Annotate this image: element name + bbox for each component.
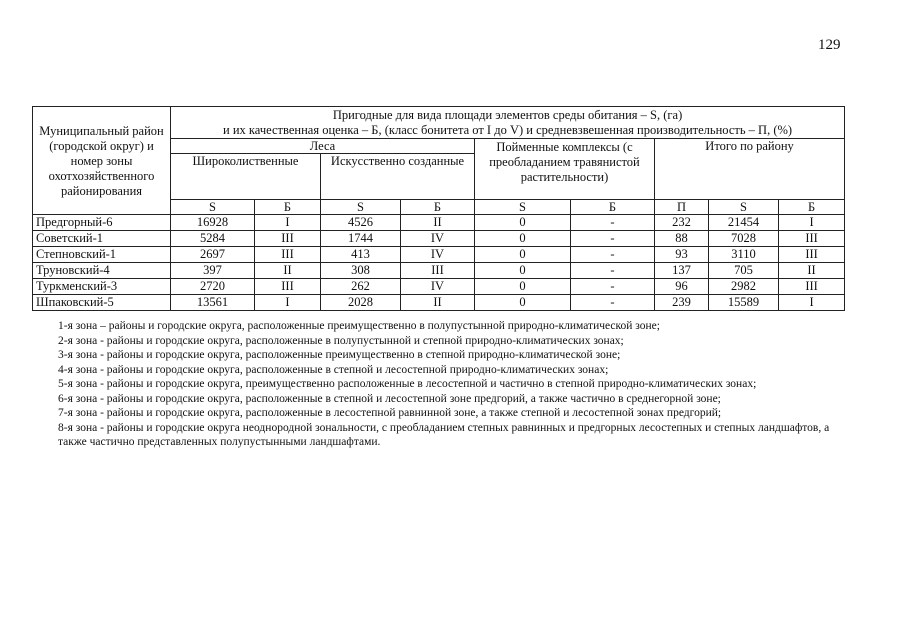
table-cell: 21454 (709, 215, 779, 231)
column-label: Б (401, 200, 475, 215)
table-cell: 2697 (171, 247, 255, 263)
table-cell: 0 (475, 215, 571, 231)
table-cell: IV (401, 279, 475, 295)
table-row (33, 263, 845, 279)
table-cell: 137 (655, 263, 709, 279)
table-cell: 4526 (321, 215, 401, 231)
table-cell: 308 (321, 263, 401, 279)
table-cell: 413 (321, 247, 401, 263)
table-cell: 1744 (321, 231, 401, 247)
main-header-line-2: и их качественная оценка – Б, (класс бонитета от I до V) и средневзвешенная производительность – П, (%) (223, 123, 793, 137)
table-cell: 2720 (171, 279, 255, 295)
table-cell: III (401, 263, 475, 279)
zone-note: 2-я зона - районы и городские округа, расположенные в полупустынной и степной природно-климатических зонах; (58, 334, 624, 347)
table-cell: - (571, 247, 655, 263)
table-cell: II (779, 263, 845, 279)
header-row-1 (33, 107, 845, 139)
table-cell: III (255, 231, 321, 247)
table-cell: - (571, 295, 655, 311)
table-cell: 239 (655, 295, 709, 311)
table-cell: - (571, 263, 655, 279)
table-cell: 7028 (709, 231, 779, 247)
table-cell: - (571, 231, 655, 247)
district-name: Труновский-4 (33, 263, 171, 279)
table-cell: III (779, 279, 845, 295)
table-row (33, 247, 845, 263)
table-cell: I (255, 295, 321, 311)
table-cell: - (571, 215, 655, 231)
column-label: S (321, 200, 401, 215)
table-cell: 2028 (321, 295, 401, 311)
table-cell: III (255, 247, 321, 263)
column-label: Б (571, 200, 655, 215)
district-name: Степновский-1 (33, 247, 171, 263)
main-header (171, 107, 845, 139)
district-name: Предгорный-6 (33, 215, 171, 231)
table-cell: 96 (655, 279, 709, 295)
district-name: Шпаковский-5 (33, 295, 171, 311)
table-cell: 16928 (171, 215, 255, 231)
table-cell: II (255, 263, 321, 279)
table-cell: 0 (475, 247, 571, 263)
table-cell: III (779, 231, 845, 247)
column-label: S (709, 200, 779, 215)
column-label: S (171, 200, 255, 215)
table-row (33, 279, 845, 295)
zone-note: 5-я зона - районы и городские округа, преимущественно расположенные в лесостепной и частично в степной природно-климатических зонах; (58, 378, 757, 390)
table-cell: I (779, 295, 845, 311)
table-cell: 88 (655, 231, 709, 247)
table-cell: 0 (475, 279, 571, 295)
zone-note: 1-я зона – районы и городские округа, расположенные преимущественно в полупустынной природно-климатической зоне; (58, 320, 660, 332)
zone-note: 3-я зона - районы и городские округа, расположенные преимущественно в степной природно-климатической зоне; (58, 349, 621, 361)
table-cell: 15589 (709, 295, 779, 311)
table-cell: III (779, 247, 845, 263)
table-cell: IV (401, 247, 475, 263)
table-body (33, 215, 845, 311)
zone-note: 8-я зона - районы и городские округа неоднородной зональности, с преобладанием степных равнинных и предгорных лесостепных и степных ландшафтов, а также частично представленных полупустынными ландшафтами. (58, 421, 830, 448)
table-row (33, 231, 845, 247)
table-cell: 0 (475, 231, 571, 247)
table-cell: 13561 (171, 295, 255, 311)
zone-notes (58, 319, 848, 450)
group-forests: Леса (171, 139, 475, 154)
group-floodplain: Пойменные комплексы (с преобладанием травянистой растительности) (475, 139, 655, 200)
main-header-line-1: Пригодные для вида площади элементов среды обитания – S, (га) (332, 108, 683, 122)
table-row (33, 215, 845, 231)
table-cell: IV (401, 231, 475, 247)
column-label: S (475, 200, 571, 215)
page-number: 129 (818, 37, 841, 53)
table-cell: II (401, 295, 475, 311)
column-label: П (655, 200, 709, 215)
table-cell: - (571, 279, 655, 295)
sub-broadleaf: Широколиственные (171, 154, 321, 200)
table-cell: II (401, 215, 475, 231)
table-cell: 5284 (171, 231, 255, 247)
column-label: Б (255, 200, 321, 215)
table-cell: 397 (171, 263, 255, 279)
zone-note: 6-я зона - районы и городские округа, расположенные в степной и лесостепной зоне предгорий, а также частично в среднегорной зоне; (58, 392, 721, 405)
corner-header: Муниципальный район (городской округ) и номер зоны охотхозяйственного районирования (33, 107, 171, 215)
group-total: Итого по району (655, 139, 845, 200)
table-cell: 93 (655, 247, 709, 263)
table-cell: 0 (475, 263, 571, 279)
district-name: Советский-1 (33, 231, 171, 247)
table-cell: III (255, 279, 321, 295)
zone-note: 7-я зона - районы и городские округа, расположенные в лесостепной равнинной зоне, а также степной и лесостепной зонах предгорий; (58, 407, 722, 419)
column-label: Б (779, 200, 845, 215)
table-cell: I (779, 215, 845, 231)
zone-note: 4-я зона - районы и городские округа, расположенные в степной и лесостепной природно-климатических зонах; (58, 363, 609, 376)
table-cell: 0 (475, 295, 571, 311)
table-cell: I (255, 215, 321, 231)
table-cell: 2982 (709, 279, 779, 295)
district-name: Туркменский-3 (33, 279, 171, 295)
table-cell: 262 (321, 279, 401, 295)
table-cell: 3110 (709, 247, 779, 263)
table-cell: 705 (709, 263, 779, 279)
habitat-table (32, 106, 845, 311)
table-row (33, 295, 845, 311)
sub-artificial: Искусственно созданные (321, 154, 475, 200)
table-cell: 232 (655, 215, 709, 231)
